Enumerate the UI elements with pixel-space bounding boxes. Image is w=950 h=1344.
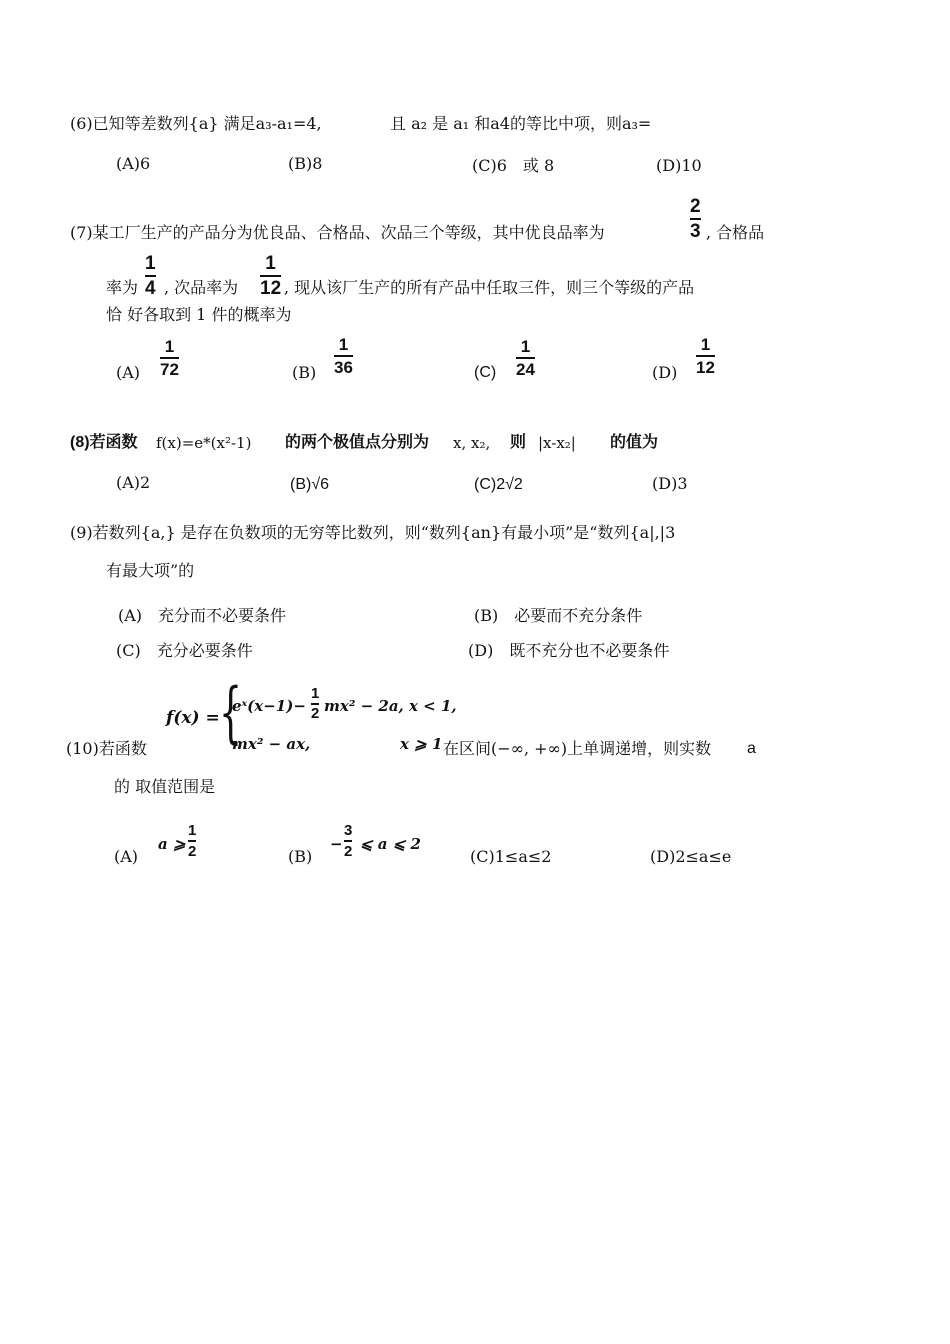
q9-option-b: (B) 必要而不充分条件: [474, 606, 643, 625]
q10-option-b-math: ⩽ a ⩽ 2: [360, 835, 421, 853]
q6-stem-b: 且 a₂ 是 a₁ 和a4的等比中项，则a₃=: [390, 114, 652, 133]
q8-stem-c: 则: [510, 434, 527, 451]
q9-option-c: (C) 充分必要条件: [116, 641, 253, 660]
fraction-bar: [334, 355, 353, 357]
fraction-den: 24: [516, 360, 535, 379]
q10-fx: f(x) =: [166, 708, 220, 728]
q10-option-d: (D)2≤a≤e: [650, 847, 732, 866]
q7-fraction-good-den: 3: [690, 221, 701, 242]
q10-option-a: (A): [114, 847, 139, 866]
q7-line2-b: , 次品率为: [164, 278, 239, 297]
q7-option-a-fraction: [160, 337, 179, 379]
q7-fraction-good-num: 2: [690, 196, 701, 217]
fraction-num: 1: [520, 337, 531, 356]
q7-fraction-bad-den: 12: [260, 278, 282, 299]
q7-fraction-bad: [260, 253, 281, 299]
q10-stem-a: (10)若函数: [66, 739, 147, 758]
q10-option-b-fraction: [344, 822, 352, 860]
fraction-den: 2: [188, 843, 197, 860]
q10-option-a-fraction: [188, 822, 196, 860]
q8-stem-a: (8)若函数: [70, 434, 138, 451]
q7-option-b-fraction: [334, 335, 353, 377]
q10-case1-fraction: [311, 686, 319, 722]
q7-fraction-ok: [145, 253, 156, 299]
q7-line3: 恰 好各取到 1 件的概率为: [106, 305, 292, 324]
q6-option-a: (A)6: [116, 154, 151, 173]
q6-stem-a: (6)已知等差数列{a} 满足a₃-a₁=4,: [70, 114, 322, 133]
fraction-den: 2: [344, 843, 353, 860]
q10-option-a-math: a ⩾: [158, 835, 186, 853]
fraction-num: 1: [164, 337, 175, 356]
q10-line2: 的 取值范围是: [114, 777, 216, 796]
fraction-bar: [145, 275, 156, 277]
q7-fraction-bad-num: 1: [265, 253, 276, 274]
q8-function: f(x)=e*(x²-1): [156, 434, 252, 452]
q8-abs: |x-x₂|: [538, 434, 576, 452]
q10-option-b: (B): [288, 847, 313, 866]
q6-option-c: (C)6 或 8: [472, 156, 555, 175]
fraction-bar: [344, 840, 352, 842]
q7-line1: (7)某工厂生产的产品分为优良品、合格品、次品三个等级，其中优良品率为: [70, 223, 605, 242]
fraction-den: 12: [696, 358, 715, 377]
fraction-den: 36: [334, 358, 353, 377]
q10-case1-tail: mx² − 2a, x < 1,: [324, 697, 457, 715]
fraction-bar: [516, 357, 535, 359]
q10-case1: eˣ(x−1)−: [232, 697, 306, 715]
q8-option-b: (B)√6: [290, 476, 330, 493]
fraction-bar: [696, 355, 715, 357]
q10-option-b-minus: −: [330, 835, 343, 853]
q7-fraction-ok-den: 4: [145, 278, 156, 299]
q8-vars: x, x₂,: [453, 434, 491, 452]
q8-option-c: (C)2√2: [474, 476, 523, 493]
fraction-bar: [690, 218, 701, 220]
fraction-num: 3: [344, 822, 353, 839]
fraction-bar: [260, 275, 281, 277]
q7-line2-a: 率为: [106, 278, 139, 297]
q7-option-d-fraction: [696, 335, 715, 377]
q7-option-d: (D): [652, 363, 678, 382]
fraction-bar: [160, 357, 179, 359]
q8-stem-b: 的两个极值点分别为: [285, 434, 430, 451]
q10-case2-cond: x ⩾ 1: [400, 735, 443, 753]
q7-option-a: (A): [116, 363, 141, 382]
fraction-num: 1: [188, 822, 197, 839]
q7-line1-end: , 合格品: [706, 223, 765, 242]
fraction-bar: [188, 840, 196, 842]
q9-option-a: (A) 充分而不必要条件: [118, 606, 287, 625]
q10-stem-b: 在区间(−∞, +∞)上单调递增，则实数: [443, 739, 712, 758]
q6-option-d: (D)10: [656, 156, 702, 175]
fraction-num: 1: [311, 685, 320, 702]
q10-case2: mx² − ax,: [232, 735, 311, 753]
q10-left-brace: {: [219, 674, 243, 751]
q7-fraction-good: [690, 196, 701, 242]
fraction-den: 72: [160, 360, 179, 379]
q9-line2: 有最大项”的: [106, 561, 195, 580]
q7-option-c: (C): [474, 364, 497, 381]
fraction-num: 1: [338, 335, 349, 354]
fraction-num: 1: [700, 335, 711, 354]
q7-fraction-ok-num: 1: [145, 253, 156, 274]
q9-line1: (9)若数列{a,} 是存在负数项的无穷等比数列，则“数列{an}有最小项”是“数列{a|,|3: [70, 523, 676, 542]
q7-line2-c: , 现从该厂生产的所有产品中任取三件，则三个等级的产品: [284, 278, 695, 297]
q7-option-b: (B): [292, 363, 317, 382]
q8-option-d: (D)3: [652, 474, 688, 493]
q6-option-b: (B)8: [288, 154, 323, 173]
fraction-den: 2: [311, 705, 320, 722]
q9-option-d: (D) 既不充分也不必要条件: [468, 641, 670, 660]
q8-option-a: (A)2: [116, 473, 151, 492]
q10-stem-var: a: [747, 740, 756, 757]
q8-stem-d: 的值为: [610, 434, 659, 451]
q7-option-c-fraction: [516, 337, 535, 379]
q10-option-c: (C)1≤a≤2: [470, 847, 552, 866]
